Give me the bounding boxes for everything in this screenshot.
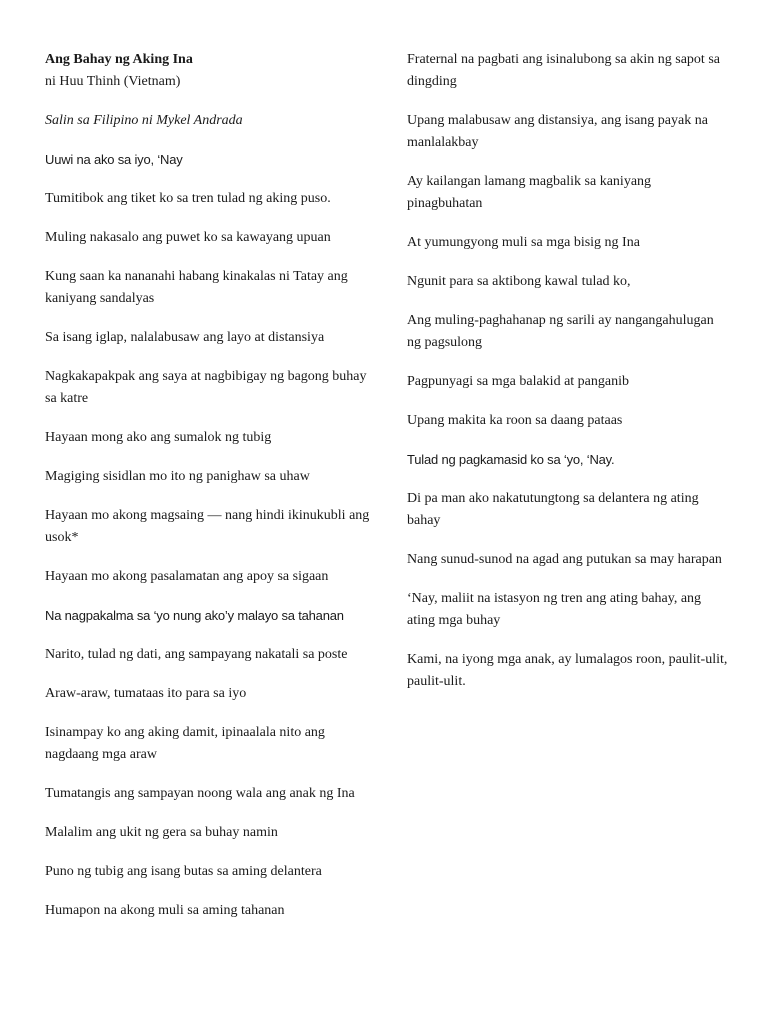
stanza: Hayaan mo akong magsaing — nang hindi ikinukubli ang usok*	[45, 508, 370, 545]
stanza: Di pa man ako nakatutungtong sa delantera ng ating bahay	[407, 491, 699, 528]
stanza: Ngunit para sa aktibong kawal tulad ko,	[407, 274, 631, 289]
stanza: Uuwi na ako sa iyo, ‘Nay	[45, 152, 183, 167]
stanza: Na nagpakalma sa ‘yo nung ako’y malayo sa tahanan	[45, 608, 344, 623]
right-column	[407, 49, 729, 710]
stanza: Nagkakapakpak ang saya at nagbibigay ng bagong buhay sa katre	[45, 369, 367, 406]
stanza: Sa isang iglap, nalalabusaw ang layo at distansiya	[45, 330, 325, 345]
stanza: Isinampay ko ang aking damit, ipinaalala nito ang nagdaang mga araw	[45, 725, 325, 762]
left-column	[45, 49, 370, 939]
stanza: Magiging sisidlan mo ito ng panighaw sa uhaw	[45, 469, 310, 484]
stanza: Upang malabusaw ang distansiya, ang isang payak na manlalakbay	[407, 113, 708, 150]
stanza: Tumatangis ang sampayan noong wala ang anak ng Ina	[45, 786, 355, 801]
stanza: Malalim ang ukit ng gera sa buhay namin	[45, 825, 278, 840]
stanza: Kami, na iyong mga anak, ay lumalagos roon, paulit-ulit, paulit-ulit.	[407, 652, 728, 689]
stanza: Araw-araw, tumataas ito para sa iyo	[45, 686, 247, 701]
stanza: At yumungyong muli sa mga bisig ng Ina	[407, 235, 640, 250]
stanza: Upang makita ka roon sa daang pataas	[407, 413, 623, 428]
stanza: Fraternal na pagbati ang isinalubong sa akin ng sapot sa dingding	[407, 52, 720, 89]
stanza: Humapon na akong muli sa aming tahanan	[45, 903, 285, 918]
stanza: Narito, tulad ng dati, ang sampayang nakatali sa poste	[45, 647, 348, 662]
stanza: Pagpunyagi sa mga balakid at panganib	[407, 374, 629, 389]
poem-author: ni Huu Thinh (Vietnam)	[45, 74, 181, 89]
poem-title: Ang Bahay ng Aking Ina	[45, 52, 193, 67]
stanza: Tumitibok ang tiket ko sa tren tulad ng aking puso.	[45, 191, 331, 206]
stanza: Hayaan mong ako ang sumalok ng tubig	[45, 430, 272, 445]
stanza: Kung saan ka nananahi habang kinakalas ni Tatay ang kaniyang sandalyas	[45, 269, 348, 306]
stanza: Puno ng tubig ang isang butas sa aming delantera	[45, 864, 322, 879]
poem-translator: Salin sa Filipino ni Mykel Andrada	[45, 113, 243, 128]
stanza: ‘Nay, maliit na istasyon ng tren ang ating bahay, ang ating mga buhay	[407, 591, 702, 628]
stanza: Muling nakasalo ang puwet ko sa kawayang upuan	[45, 230, 331, 245]
stanza: Tulad ng pagkamasid ko sa ‘yo, ‘Nay.	[407, 452, 615, 467]
stanza: Ang muling-paghahanap ng sarili ay nangangahulugan ng pagsulong	[407, 313, 714, 350]
stanza: Nang sunud-sunod na agad ang putukan sa may harapan	[407, 552, 722, 567]
stanza: Hayaan mo akong pasalamatan ang apoy sa sigaan	[45, 569, 329, 584]
stanza: Ay kailangan lamang magbalik sa kaniyang pinagbuhatan	[407, 174, 652, 211]
